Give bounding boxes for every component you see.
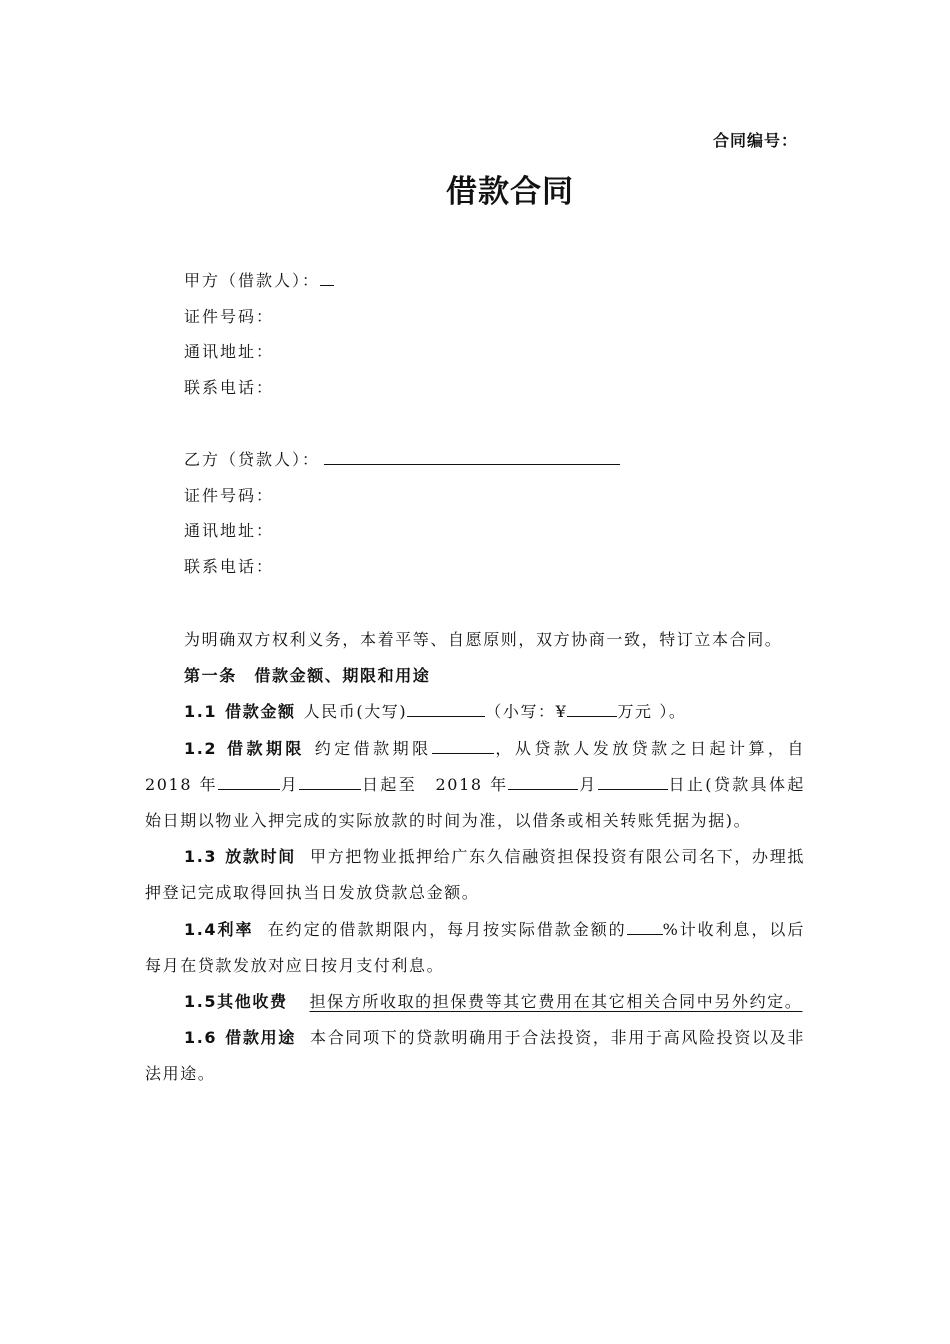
section-1-6-text: 本合同项下的贷款明确用于合法投资，非用于高风险投资以及非法用途。 (145, 1028, 805, 1084)
start-month-blank (218, 771, 280, 790)
section-1-1-title: 借款金额 (225, 702, 296, 722)
amount-words-blank (407, 698, 485, 717)
party-a-phone-label: 联系电话： (184, 377, 275, 397)
section-1-4-num: 1.4 (184, 919, 218, 939)
preamble: 为明确双方权利义务，本着平等、自愿原则，双方协商一致，特订立本合同。 (184, 630, 783, 649)
party-a-name-line (184, 263, 334, 299)
section-1-2-text-d: 日起至 2018 年 (361, 774, 509, 794)
party-b-address-label: 通讯地址： (184, 521, 275, 540)
party-b-block (184, 442, 620, 584)
document-title: 借款合同 (446, 174, 574, 210)
contract-body (145, 622, 805, 1093)
party-a-id-label: 证件号码： (184, 306, 275, 326)
start-day-blank (299, 771, 361, 790)
section-1-5-text: 担保方所收取的担保费等其它费用在其它相关合同中另外约定。 (309, 992, 803, 1012)
section-1-5 (145, 984, 805, 1020)
section-1-1-text-a: 人民币(大写) (303, 702, 408, 722)
article-1-heading: 第一条 借款金额、期限和用途 (184, 666, 431, 686)
section-1-4-title: 利率 (217, 919, 254, 939)
party-a-name-label: 甲方（借款人）： (184, 271, 321, 290)
party-a-block (184, 263, 334, 405)
party-b-name-line (184, 442, 620, 478)
amount-figure-blank (567, 698, 617, 717)
party-b-id-label: 证件号码： (184, 485, 275, 505)
section-1-3 (145, 839, 805, 911)
section-1-1 (145, 694, 805, 730)
section-1-2-text-b: ，从贷款人发放贷款之日起计算，自 2018 年 (145, 738, 805, 794)
loan-term-blank (432, 735, 494, 754)
contract-number-label: 合同编号： (712, 131, 798, 150)
section-1-3-text: 甲方把物业抵押给广东久信融资担保投资有限公司名下，办理抵押登记完成取得回执当日发放贷款总金额。 (145, 847, 805, 903)
section-1-4 (145, 912, 805, 984)
section-1-3-num: 1.3 (184, 847, 218, 867)
section-1-2-text-c: 月 (279, 774, 300, 794)
section-1-4-text-a: 在约定的借款期限内，每月按实际借款金额的 (267, 919, 627, 939)
end-month-blank (508, 771, 578, 790)
section-1-5-num: 1.5 (184, 992, 218, 1012)
party-b-name-label: 乙方（贷款人）： (184, 450, 321, 469)
section-1-2-text-f: 日止(贷款具体起始日期以物业入押完成的实际放款的时间为准，以借条或相关转账凭据为据)。 (145, 774, 806, 831)
section-1-5-title: 其他收费 (217, 992, 288, 1012)
section-1-3-title: 放款时间 (225, 847, 296, 867)
section-1-6-title: 借款用途 (225, 1028, 296, 1048)
end-day-blank (598, 771, 668, 790)
section-1-2-title: 借款期限 (225, 738, 305, 758)
section-1-2 (145, 731, 805, 840)
section-1-6 (145, 1020, 805, 1092)
party-a-name-blank (320, 267, 334, 286)
section-1-1-num: 1.1 (184, 702, 218, 722)
section-1-2-text-a: 约定借款期限 (312, 738, 432, 758)
section-1-1-text-c: 万元 ）。 (617, 702, 687, 722)
section-1-1-text-b: （小写：¥ (485, 702, 568, 722)
party-b-name-blank (324, 446, 620, 465)
party-b-phone-label: 联系电话： (184, 556, 275, 576)
party-a-address-label: 通讯地址： (184, 342, 275, 361)
section-1-2-num: 1.2 (184, 738, 218, 758)
interest-rate-blank (627, 916, 663, 935)
section-1-4-text-b: %计收利息，以后每月在贷款发放对应日按月支付利息。 (145, 919, 805, 975)
section-1-2-text-e: 月 (578, 774, 598, 794)
section-1-6-num: 1.6 (184, 1028, 218, 1048)
